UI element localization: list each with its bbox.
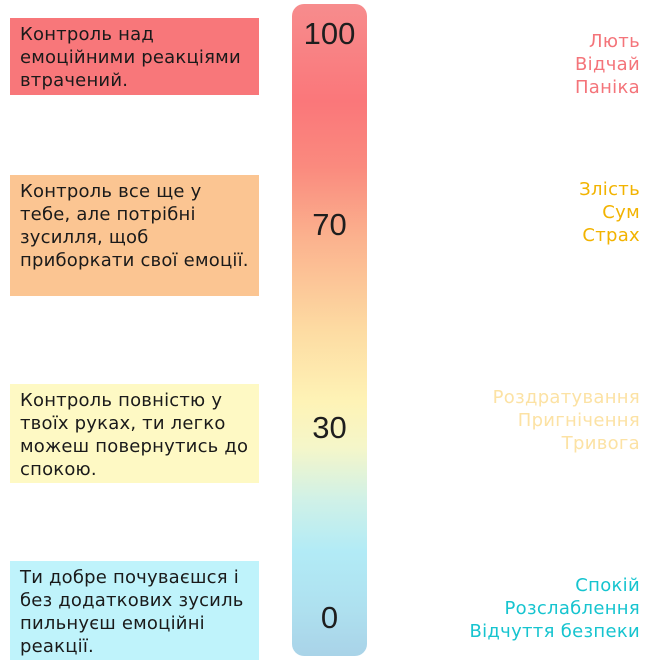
description-text: Ти добре почуваєшся і без додаткових зусиль пильнуєш емоційні реакції. (20, 567, 244, 657)
description-box-0 (10, 561, 259, 660)
description-box-70 (10, 175, 259, 296)
emotions-list-70 (579, 178, 640, 247)
emotion-label: Тривога (561, 433, 640, 454)
description-box-100 (10, 18, 259, 95)
scale-value-30: 30 (312, 410, 347, 445)
emotion-label: Страх (582, 225, 640, 246)
emotion-label: Розслаблення (504, 598, 640, 619)
scale-value-70: 70 (312, 207, 347, 242)
emotion-thermometer-scale (292, 4, 367, 656)
description-text: Контроль повністю у твоїх руках, ти легко можеш повернутись до спокою. (20, 390, 249, 480)
emotion-label: Злість (579, 179, 640, 200)
emotion-label: Спокій (575, 575, 640, 596)
description-text: Контроль над емоційними реакціями втрачений. (20, 24, 241, 91)
description-box-30 (10, 384, 259, 483)
emotion-label: Відчуття безпеки (469, 621, 640, 642)
emotion-label: Сум (602, 202, 640, 223)
description-text: Контроль все ще у тебе, але потрібні зусилля, щоб приборкати свої емоції. (20, 181, 249, 271)
emotion-label: Паніка (574, 77, 640, 98)
emotions-list-30 (493, 386, 640, 455)
emotion-label: Відчай (575, 54, 640, 75)
emotion-label: Роздратування (492, 387, 640, 408)
emotions-list-100 (575, 30, 640, 99)
emotion-label: Лють (589, 31, 640, 52)
scale-value-0: 0 (320, 600, 339, 635)
emotion-label: Пригнічення (517, 410, 640, 431)
scale-value-100: 100 (303, 16, 356, 51)
emotions-list-0 (469, 574, 640, 643)
